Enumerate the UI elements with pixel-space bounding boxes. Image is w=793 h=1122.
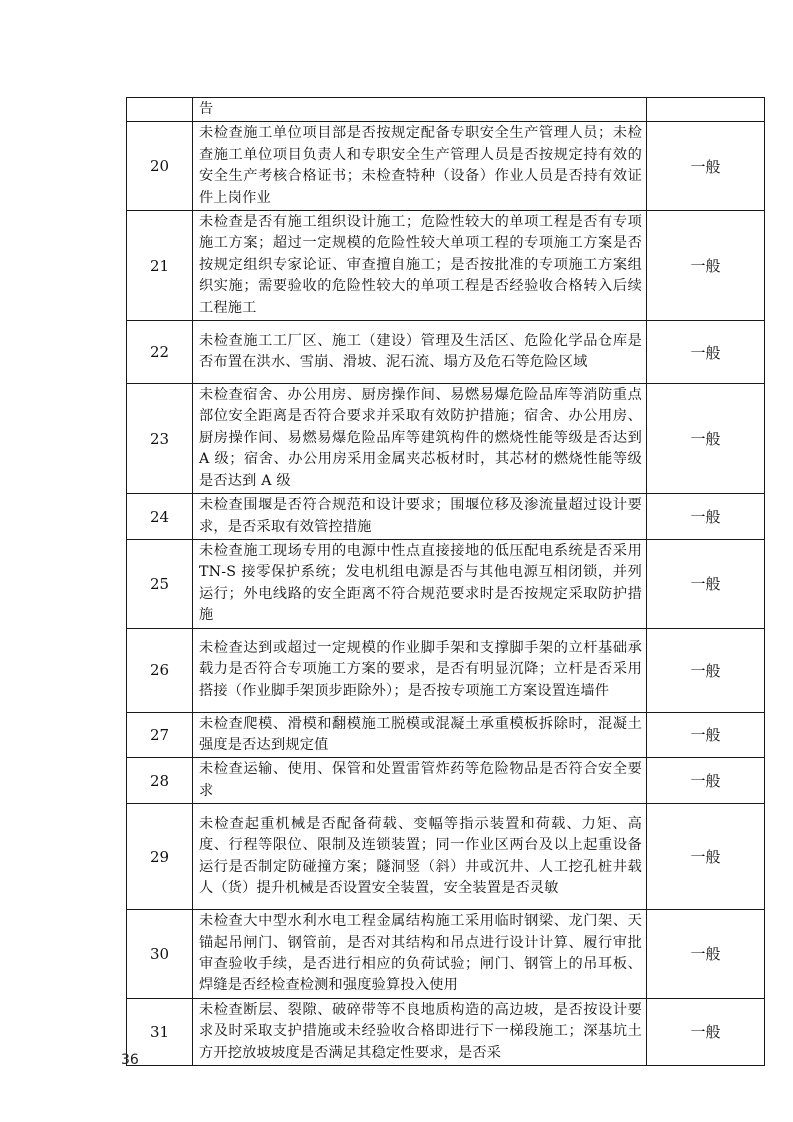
item-content: 未检查宿舍、办公用房、厨房操作间、易燃易爆危险品库等消防重点部位安全距离是否符合要求并采取有效防护措施；宿舍、办公用房、厨房操作间、易燃易爆危险品库等建筑构件的燃烧性能等级是否达到 A 级；宿舍、办公用房采用金属夹芯板材时，其芯材的燃烧性能等级是否达到 A 级 (193, 384, 647, 494)
item-level: 一般 (647, 321, 765, 384)
item-content: 告 (193, 98, 647, 122)
item-content: 未检查起重机械是否配备荷载、变幅等指示装置和荷载、力矩、高度、行程等限位、限制及连锁装置；同一作业区两台及以上起重设备运行是否制定防碰撞方案；隧洞竖（斜）井或沉井、人工挖孔桩井载人（货）提升机械是否设置安全装置，安全装置是否灵敏 (193, 804, 647, 910)
item-number (127, 98, 193, 122)
page-number: 36 (121, 1052, 139, 1068)
item-level (647, 98, 765, 122)
item-content: 未检查大中型水利水电工程金属结构施工采用临时钢梁、龙门架、天锚起吊闸门、钢管前，是否对其结构和吊点进行设计计算、履行审批审查验收手续，是否进行相应的负荷试验；闸门、钢管上的吊耳板、焊缝是否经检查检测和强度验算投入使用 (193, 910, 647, 999)
item-level: 一般 (647, 122, 765, 211)
table-row (127, 384, 765, 494)
item-level: 一般 (647, 211, 765, 321)
item-number: 20 (127, 122, 193, 211)
item-number: 21 (127, 211, 193, 321)
item-level: 一般 (647, 539, 765, 628)
item-level: 一般 (647, 910, 765, 999)
item-level: 一般 (647, 712, 765, 758)
item-content: 未检查施工现场专用的电源中性点直接接地的低压配电系统是否采用 TN-S 接零保护系统；发电机组电源是否与其他电源互相闭锁，并列运行；外电线路的安全距离不符合规范要求时是否按规定采取防护措施 (193, 539, 647, 628)
table-row (127, 998, 765, 1065)
item-content: 未检查施工工厂区、施工（建设）管理及生活区、危险化学品仓库是否布置在洪水、雪崩、滑坡、泥石流、塌方及危石等危险区域 (193, 321, 647, 384)
item-number: 27 (127, 712, 193, 758)
item-level: 一般 (647, 494, 765, 540)
table-row (127, 804, 765, 910)
item-content: 未检查是否有施工组织设计施工；危险性较大的单项工程是否有专项施工方案；超过一定规模的危险性较大单项工程的专项施工方案是否按规定组织专家论证、审查擅自施工；是否按批准的专项施工方案组织实施；需要验收的危险性较大的单项工程是否经验收合格转入后续工程施工 (193, 211, 647, 321)
item-level: 一般 (647, 998, 765, 1065)
table-row (127, 321, 765, 384)
item-level: 一般 (647, 758, 765, 804)
item-content: 未检查断层、裂隙、破碎带等不良地质构造的高边坡，是否按设计要求及时采取支护措施或未经验收合格即进行下一梯段施工；深基坑土方开挖放坡坡度是否满足其稳定性要求，是否采 (193, 998, 647, 1065)
item-number: 29 (127, 804, 193, 910)
table-row (127, 494, 765, 540)
item-level: 一般 (647, 384, 765, 494)
item-number: 30 (127, 910, 193, 999)
item-number: 25 (127, 539, 193, 628)
item-content: 未检查运输、使用、保管和处置雷管炸药等危险物品是否符合安全要求 (193, 758, 647, 804)
item-content: 未检查爬模、滑模和翻模施工脱模或混凝土承重模板拆除时，混凝土强度是否达到规定值 (193, 712, 647, 758)
table-row (127, 910, 765, 999)
item-content: 未检查达到或超过一定规模的作业脚手架和支撑脚手架的立杆基础承载力是否符合专项施工方案的要求，是否有明显沉降；立杆是否采用搭接（作业脚手架顶步距除外）；是否按专项施工方案设置连墙件 (193, 628, 647, 712)
item-level: 一般 (647, 804, 765, 910)
item-number: 24 (127, 494, 193, 540)
table-row (127, 628, 765, 712)
item-content: 未检查围堰是否符合规范和设计要求；围堰位移及渗流量超过设计要求，是否采取有效管控措施 (193, 494, 647, 540)
table-row (127, 539, 765, 628)
table-row (127, 758, 765, 804)
table-row (127, 211, 765, 321)
item-number: 31 (127, 998, 193, 1065)
table-row (127, 712, 765, 758)
table-row (127, 98, 765, 122)
inspection-table (126, 97, 765, 1066)
item-number: 23 (127, 384, 193, 494)
item-number: 26 (127, 628, 193, 712)
table-row (127, 122, 765, 211)
item-number: 22 (127, 321, 193, 384)
item-level: 一般 (647, 628, 765, 712)
item-content: 未检查施工单位项目部是否按规定配备专职安全生产管理人员；未检查施工单位项目负责人和专职安全生产管理人员是否按规定持有效的安全生产考核合格证书；未检查特种（设备）作业人员是否持有效证件上岗作业 (193, 122, 647, 211)
item-number: 28 (127, 758, 193, 804)
